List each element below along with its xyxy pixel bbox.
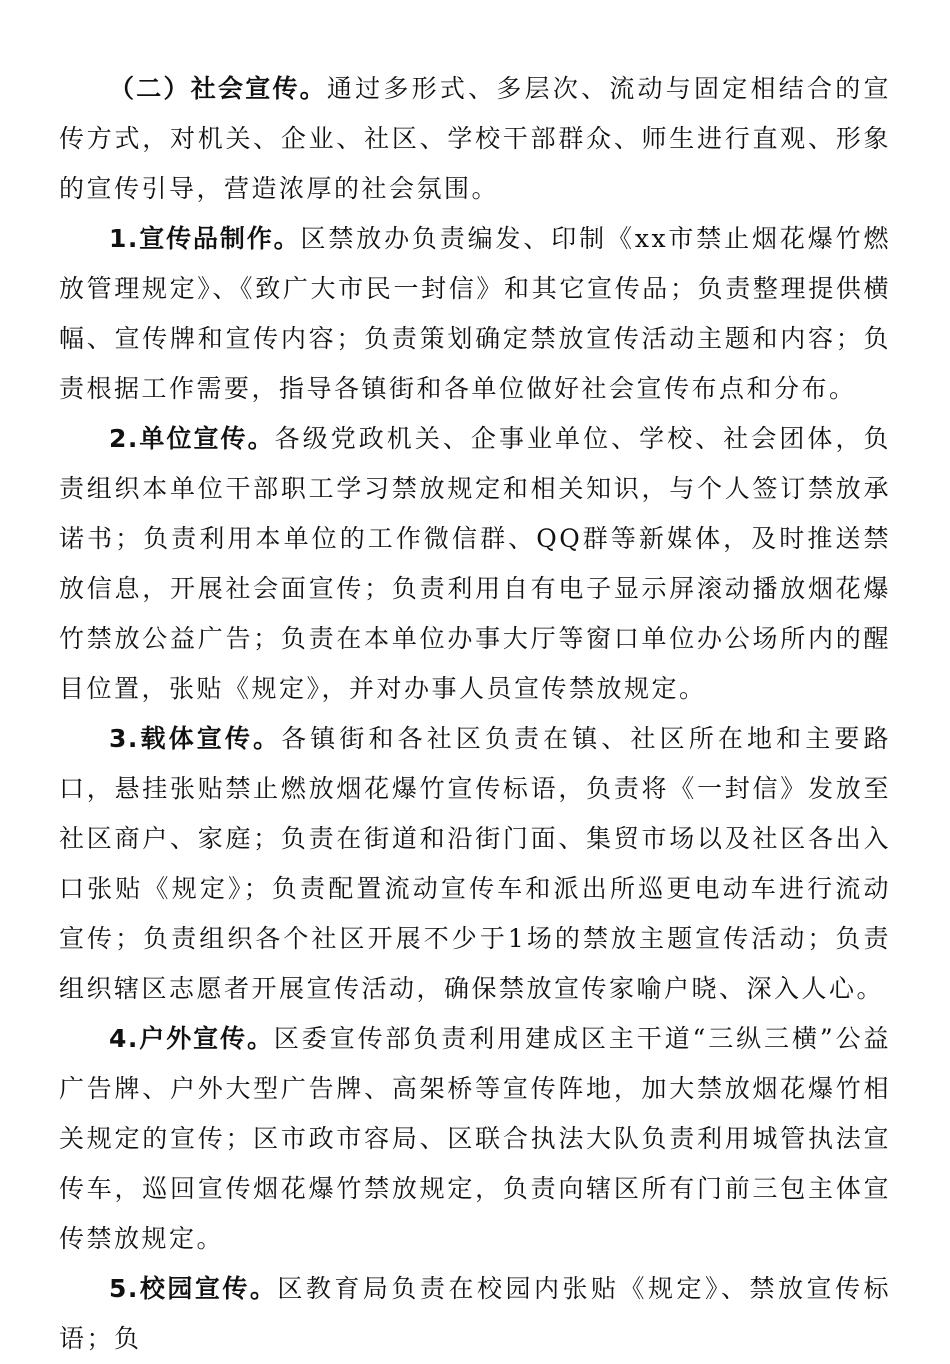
paragraph-text: 通过多形式、多层次、流动与固定相结合的宣传方式，对机关、企业、社区、学校干部群众、师生进行直观、形象的宣传引导，营造浓厚的社会氛围。	[59, 74, 891, 203]
paragraph-item-4	[59, 1014, 891, 1264]
document-page	[59, 64, 891, 1364]
item-heading: 4.户外宣传。	[109, 1024, 274, 1053]
paragraph-item-5	[59, 1264, 891, 1364]
item-heading: 3.载体宣传。	[109, 724, 282, 753]
item-heading: 2.单位宣传。	[109, 424, 275, 453]
paragraph-item-3	[59, 714, 891, 1014]
item-heading: 1.宣传品制作。	[109, 224, 301, 253]
item-heading: 5.校园宣传。	[109, 1274, 278, 1303]
section-heading: （二）社会宣传。	[109, 74, 327, 103]
paragraph-text: 各镇街和各社区负责在镇、社区所在地和主要路口，悬挂张贴禁止燃放烟花爆竹宣传标语，负责将《一封信》发放至社区商户、家庭；负责在街道和沿街门面、集贸市场以及社区各出入口张贴《规定》；负责配置流动宣传车和派出所巡更电动车进行流动宣传；负责组织各个社区开展不少于1场的禁放主题宣传活动；负责组织辖区志愿者开展宣传活动，确保禁放宣传家喻户晓、深入人心。	[59, 724, 891, 1003]
paragraph-text: 区教育局负责在校园内张贴《规定》、禁放宣传标语；负	[59, 1274, 891, 1353]
paragraph-item-2	[59, 414, 891, 714]
paragraph-text: 区委宣传部负责利用建成区主干道“三纵三横”公益广告牌、户外大型广告牌、高架桥等宣传阵地，加大禁放烟花爆竹相关规定的宣传；区市政市容局、区联合执法大队负责利用城管执法宣传车，巡回宣传烟花爆竹禁放规定，负责向辖区所有门前三包主体宣传禁放规定。	[59, 1024, 891, 1253]
paragraph-text: 各级党政机关、企事业单位、学校、社会团体，负责组织本单位干部职工学习禁放规定和相关知识，与个人签订禁放承诺书；负责利用本单位的工作微信群、QQ群等新媒体，及时推送禁放信息，开展社会面宣传；负责利用自有电子显示屏滚动播放烟花爆竹禁放公益广告；负责在本单位办事大厅等窗口单位办公场所内的醒目位置，张贴《规定》，并对办事人员宣传禁放规定。	[59, 424, 891, 703]
paragraph-text: 区禁放办负责编发、印制《xx市禁止烟花爆竹燃放管理规定》、《致广大市民一封信》和其它宣传品；负责整理提供横幅、宣传牌和宣传内容；负责策划确定禁放宣传活动主题和内容；负责根据工作需要，指导各镇街和各单位做好社会宣传布点和分布。	[59, 224, 891, 403]
section-paragraph-social-publicity	[59, 64, 891, 214]
paragraph-item-1	[59, 214, 891, 414]
